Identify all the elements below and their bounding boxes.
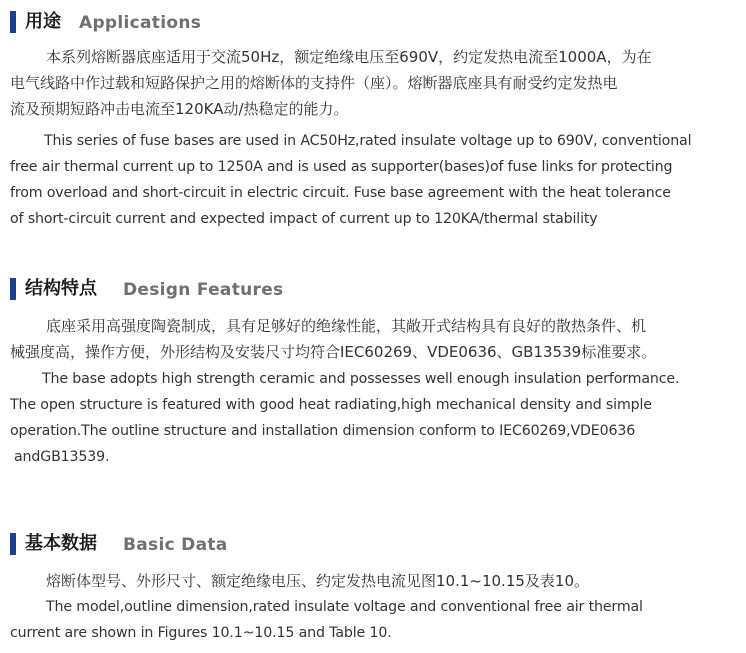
design-cn-line-2: 械强度高，操作方便，外形结构及安装尺寸均符合IEC60269、VDE0636、GB13539标准要求。 [10,343,657,361]
design-en-line-1: The base adopts high strength ceramic and possesses well enough insulation performance. [42,371,680,387]
basic-en-line-1: The model,outline dimension,rated insulate voltage and conventional free air thermal [46,599,643,615]
applications-heading [0,10,746,34]
design-title-en: Design Features [123,280,284,300]
applications-section [0,10,746,34]
basic-heading [0,532,746,556]
applications-cn-paragraph [10,44,736,122]
applications-en-paragraph [10,128,736,232]
design-en-line-4: andGB13539. [14,449,110,465]
basic-en-paragraph [10,594,736,646]
applications-en-line-2: free air thermal current up to 1250A and is used as supporter(bases)of fuse links for protecting [10,159,673,175]
design-en-paragraph [10,366,736,470]
applications-en-line-4: of short-circuit current and expected impact of current up to 120KA/thermal stability [10,211,598,227]
design-title-cn: 结构特点 [25,278,97,299]
applications-en-line-1: This series of fuse bases are used in AC50Hz,rated insulate voltage up to 690V, conventional [44,133,692,149]
applications-title-en: Applications [79,13,202,33]
applications-title-cn: 用途 [25,11,61,32]
basic-section [0,532,746,556]
design-cn-line-1: 底座采用高强度陶瓷制成，具有足够好的绝缘性能，其敞开式结构具有良好的散热条件、机 [46,317,647,335]
heading-accent-bar [10,278,16,300]
applications-cn-line-2: 电气线路中作过载和短路保护之用的熔断体的支持件（座）。熔断器底座具有耐受约定发热电 [10,74,618,92]
applications-en-line-3: from overload and short-circuit in electric circuit. Fuse base agreement with the heat tolerance [10,185,671,201]
design-cn-paragraph [10,313,736,365]
basic-title-en: Basic Data [123,535,228,555]
applications-cn-line-3: 流及预期短路冲击电流至120KA动/热稳定的能力。 [10,100,349,118]
applications-cn-line-1: 本系列熔断器底座适用于交流50Hz，额定绝缘电压至690V，约定发热电流至1000A，为在 [46,48,652,66]
heading-accent-bar [10,11,16,33]
heading-accent-bar [10,533,16,555]
basic-title-cn: 基本数据 [25,533,97,554]
basic-cn-line-1: 熔断体型号、外形尺寸、额定绝缘电压、约定发热电流见图10.1~10.15及表10。 [46,572,589,590]
basic-en-line-2: current are shown in Figures 10.1~10.15 and Table 10. [10,625,392,641]
basic-cn-paragraph [10,568,736,594]
design-section [0,277,746,301]
design-en-line-3: operation.The outline structure and installation dimension conform to IEC60269,VDE0636 [10,423,636,439]
design-heading [0,277,746,301]
design-en-line-2: The open structure is featured with good heat radiating,high mechanical density and simple [10,397,652,413]
